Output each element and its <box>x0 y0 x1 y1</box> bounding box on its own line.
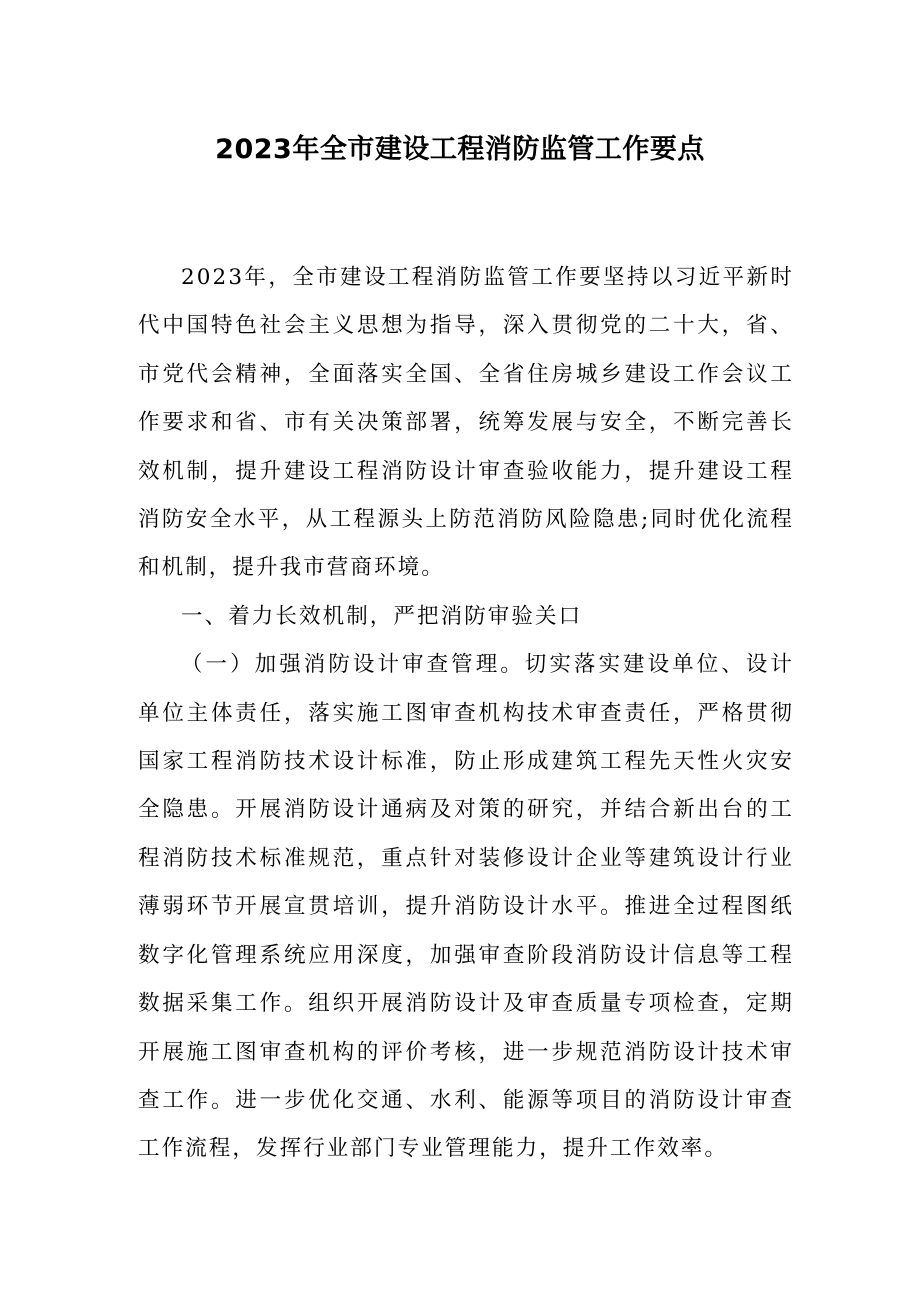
intro-paragraph: 2023年，全市建设工程消防监管工作要坚持以习近平新时代中国特色社会主义思想为指导，深入贯彻党的二十大，省、市党代会精神，全面落实全国、全省住房城乡建设工作会议工作要求和省、市有关决策部署，统筹发展与安全，不断完善长效机制，提升建设工程消防设计审查验收能力，提升建设工程消防安全水平，从工程源头上防范消防风险隐患;同时优化流程和机制，提升我市营商环境。 <box>138 265 794 581</box>
document-title: 2023年全市建设工程消防监管工作要点 <box>215 134 705 165</box>
document-body <box>138 254 794 1174</box>
section-heading-1: 一、着力长效机制，严把消防审验关口 <box>181 603 583 629</box>
subsection-paragraph-1: （一）加强消防设计审查管理。切实落实建设单位、设计单位主体责任，落实施工图审查机构技术审查责任，严格贯彻国家工程消防技术设计标准，防止形成建筑工程先天性火灾安全隐患。开展消防设计通病及对策的研究，并结合新出台的工程消防技术标准规范，重点针对装修设计企业等建筑设计行业薄弱环节开展宣贯培训，提升消防设计水平。推进全过程图纸数字化管理系统应用深度，加强审查阶段消防设计信息等工程数据采集工作。组织开展消防设计及审查质量专项检查，定期开展施工图审查机构的评价考核，进一步规范消防设计技术审查工作。进一步优化交通、水利、能源等项目的消防设计审查工作流程，发挥行业部门专业管理能力，提升工作效率。 <box>138 652 794 1162</box>
